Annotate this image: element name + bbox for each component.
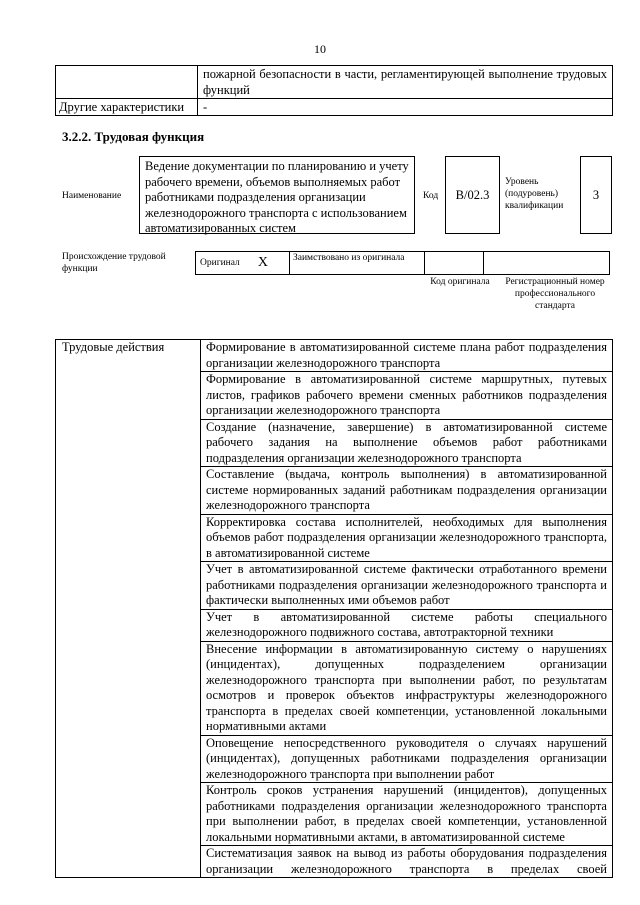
- characteristics-table: [55, 65, 613, 116]
- name-label: Наименование: [62, 191, 122, 201]
- table-cell-empty: [56, 66, 198, 99]
- original-cell: [195, 251, 290, 275]
- code-label: Код: [423, 191, 439, 201]
- labor-action-item: Формирование в автоматизированной системе плана работ подразделения организации железнодорожного транспорта: [201, 340, 613, 372]
- labor-action-item: Оповещение непосредственного руководителя о случаях нарушений (инцидентах), допущенных работниками подразделения организации железнодорожного транспорта при выполнении работ: [201, 735, 613, 783]
- table-row: [56, 99, 613, 116]
- labor-action-item: Учет в автоматизированной системе работы специального железнодорожного подвижного состава, автотракторной техники: [201, 609, 613, 641]
- origin-row: [196, 251, 610, 275]
- table-cell-text: пожарной безопасности в части, регламентирующей выполнение трудовых функций: [198, 66, 613, 99]
- labor-actions-table: [55, 339, 613, 878]
- original-label: Оригинал: [200, 258, 240, 268]
- labor-actions-label: Трудовые действия: [56, 340, 201, 878]
- labor-action-item: Учет в автоматизированной системе фактически отработанного времени работниками подразделения организации железнодорожного транспорта и фактически выполненных ими объемов работ: [201, 562, 613, 610]
- table-row: [56, 66, 613, 99]
- borrowed-cell: Заимствовано из оригинала: [289, 251, 425, 275]
- table-row: [56, 340, 613, 372]
- labor-action-item: Создание (назначение, завершение) в автоматизированной системе рабочего задания на выполнение объемов работ работниками подразделения организации железнодорожного транспорта: [201, 419, 613, 467]
- section-title: 3.2.2. Трудовая функция: [62, 129, 205, 144]
- labor-action-item: Контроль сроков устранения нарушений (инцидентов), допущенных работниками подразделения организации железнодорожного транспорта при выполнении работ, в пределах своей компетенции, установленной локальными нормативными актами, в автоматизированной системе: [201, 783, 613, 846]
- labor-actions-body: [56, 340, 613, 878]
- qualification-level-value: 3: [592, 187, 600, 202]
- function-code-box: [445, 156, 500, 234]
- labor-action-item: Корректировка состава исполнителей, необходимых для выполнения объемов работ подразделения организации железнодорожного транспорта, в автоматизированной системе: [201, 514, 613, 562]
- page-number: 10: [314, 42, 326, 56]
- origin-label: Происхождение трудовой функции: [62, 252, 166, 274]
- other-characteristics-label: Другие характеристики: [56, 99, 198, 116]
- reg-number-cell: [483, 251, 610, 275]
- function-name-box: Ведение документации по планированию и учету рабочего времени, объемов выполняемых работ работниками подразделения организации железнодорожного транспорта с использованием автоматизированных систем: [139, 156, 415, 234]
- labor-action-item: Формирование в автоматизированной системе маршрутных, путевых листов, графиков рабочего времени сменных работников подразделения организации железнодорожного транспорта: [201, 372, 613, 420]
- original-mark: X: [257, 255, 268, 270]
- other-characteristics-value: -: [198, 99, 613, 116]
- labor-action-item: Составление (выдача, контроль выполнения) в автоматизированной системе нормированных заданий работникам подразделения организации железнодорожного транспорта: [201, 467, 613, 515]
- labor-action-item: Систематизация заявок на вывод из работы оборудования подразделения организации железнодорожного транспорта в пределах своей: [201, 846, 613, 878]
- labor-action-item: Внесение информации в автоматизированную систему о нарушениях (инцидентах), допущенных подразделением организации железнодорожного транспорта при выполнении работ, по результатам осмотров и проверок объектов инфраструктуры железнодорожного транспорта в пределах своей компетенции, установленной локальными нормативными актами: [201, 641, 613, 735]
- reg-number-label: Регистрационный номер профессионального стандарта: [505, 277, 605, 311]
- function-code-value: B/02.3: [455, 187, 490, 202]
- code-original-cell: [424, 251, 484, 275]
- qualification-level-box: [580, 156, 612, 234]
- code-original-label: Код оригинала: [430, 277, 490, 287]
- qualification-level-label: Уровень (подуровень) квалификации: [505, 177, 564, 211]
